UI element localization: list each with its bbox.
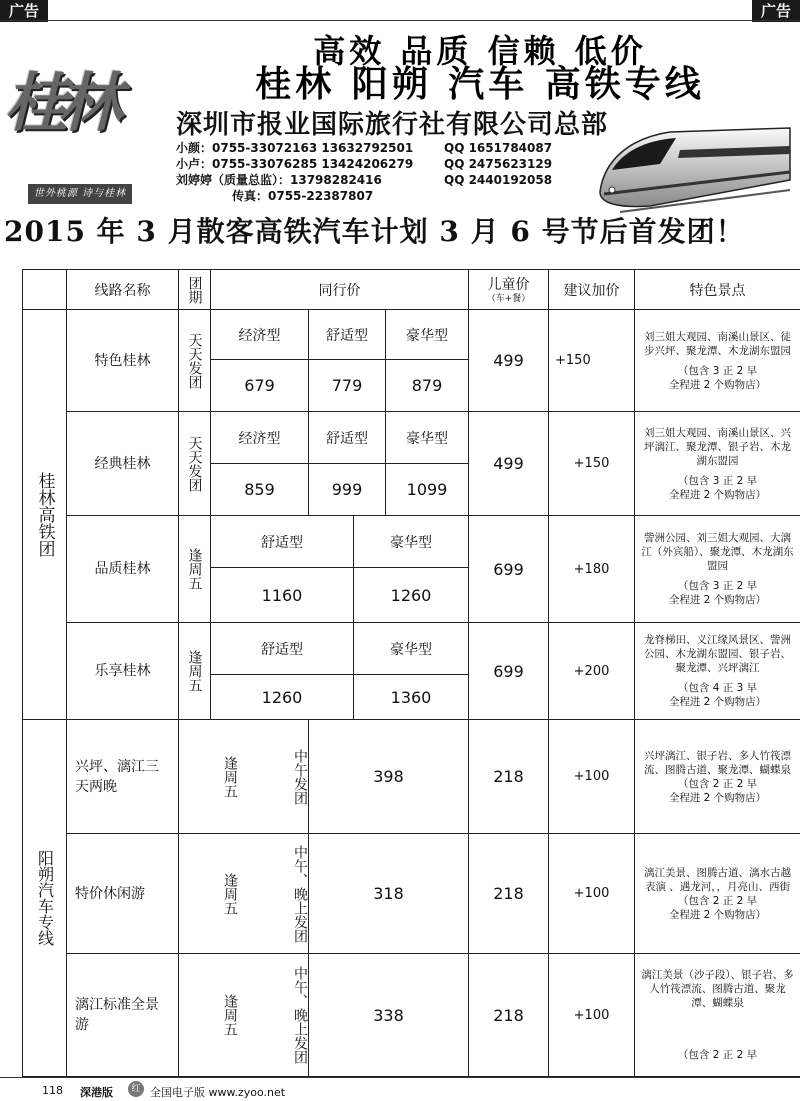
- child-price: 218: [469, 720, 549, 834]
- child-price: 218: [469, 834, 549, 954]
- suggested-markup: +100: [549, 954, 635, 1077]
- table-row: [23, 310, 800, 360]
- price-value: 1360: [354, 675, 469, 720]
- contact-block: [176, 140, 413, 204]
- route-name: 漓江标准全景游: [67, 954, 179, 1077]
- featured-spots: 漓江美景（沙子段）、银子岩、多人竹筏漂流、图腾古道、聚龙潭、蝴蝶泉 （包含 2 正 2 早: [635, 954, 800, 1077]
- route-period: 天天发团: [179, 310, 211, 412]
- route-period: 逢周五 中午、晚上发团: [179, 954, 309, 1077]
- featured-spots: 刘三姐大观园、南溪山景区、兴坪漓江、聚龙潭、银子岩、木龙湖东盟园 （包含 3 正 2 早 全程进 2 个购物店）: [635, 412, 800, 516]
- tier-label: 舒适型: [211, 623, 354, 675]
- table-row: [23, 412, 800, 464]
- company-name: 深圳市报业国际旅行社有限公司总部: [176, 104, 608, 141]
- route-period: 逢周五: [179, 516, 211, 623]
- contact-qq: QQ 1651784087: [444, 140, 552, 156]
- group-label-gaotie: 桂林高铁团: [23, 310, 67, 720]
- route-name: 特色桂林: [67, 310, 179, 412]
- contact-row: [176, 140, 413, 156]
- contact-row: [176, 172, 413, 188]
- page-footer: [0, 1077, 800, 1101]
- header-period: 团期: [179, 270, 211, 310]
- contact-phone: 小卢：0755-33076285 13424206279: [176, 157, 413, 171]
- price-value: 1160: [211, 568, 354, 623]
- header-price: 同行价: [211, 270, 469, 310]
- tier-label: 经济型: [211, 310, 309, 360]
- website-link[interactable]: 全国电子版 www.zyoo.net: [150, 1084, 285, 1100]
- child-price: 499: [469, 412, 549, 516]
- itinerary-table: [22, 269, 800, 1077]
- route-period: 天天发团: [179, 412, 211, 516]
- tier-label: 豪华型: [354, 623, 469, 675]
- price-value: 999: [309, 464, 386, 516]
- route-name: 经典桂林: [67, 412, 179, 516]
- route-period: 逢周五 中午、晚上发团: [179, 834, 309, 954]
- contact-row: [176, 156, 413, 172]
- route-period: 逢周五 中午发团: [179, 720, 309, 834]
- child-price: 218: [469, 954, 549, 1077]
- tier-label: 舒适型: [309, 310, 386, 360]
- contact-qq: QQ 2475623129: [444, 156, 552, 172]
- featured-spots: 兴坪漓江、银子岩、多人竹筏漂流、图腾古道、聚龙潭、蝴蝶泉 （包含 2 正 2 早 全程进 2 个购物店）: [635, 720, 800, 834]
- featured-spots: 漓江美景、图腾古道、漓水古越表演 、遇龙河，，月亮山、西街 （包含 2 正 2 早 全程进 2 个购物店）: [635, 834, 800, 954]
- route-name: 品质桂林: [67, 516, 179, 623]
- contact-phone: 刘婷婷（质量总监）：13798282416: [176, 173, 382, 187]
- contact-qq: QQ 2440192058: [444, 172, 552, 188]
- slogan-line-1: 高效 品质 信赖 低价: [160, 26, 800, 72]
- logo-calligraphy: 桂林: [4, 52, 112, 144]
- price-value: 1260: [354, 568, 469, 623]
- price-value: 679: [211, 360, 309, 412]
- table-row: [23, 623, 800, 675]
- top-rule: [0, 20, 800, 21]
- price-value: 338: [309, 954, 469, 1077]
- group-label-yangshuo: 阳朔汽车专线: [23, 720, 67, 1077]
- child-price: 499: [469, 310, 549, 412]
- child-price: 699: [469, 623, 549, 720]
- table-row: [23, 834, 800, 954]
- route-period: 逢周五: [179, 623, 211, 720]
- headline: 2015 年 3 月散客高铁汽车计划 3 月 6 号节后首发团！: [4, 210, 745, 250]
- tier-label: 经济型: [211, 412, 309, 464]
- price-value: 779: [309, 360, 386, 412]
- price-value: 398: [309, 720, 469, 834]
- price-value: 859: [211, 464, 309, 516]
- table-row: [23, 720, 800, 834]
- tier-label: 舒适型: [211, 516, 354, 568]
- suggested-markup: +180: [549, 516, 635, 623]
- brand-logo: [0, 22, 172, 198]
- header-corner: [23, 270, 67, 310]
- contact-fax: 传真：0755-22387807: [176, 189, 373, 203]
- table-row: [23, 954, 800, 1077]
- table-header-row: [23, 270, 800, 310]
- ad-label-right: 广告: [752, 0, 800, 22]
- logo-tagline: 世外桃源 诗与桂林: [28, 184, 132, 204]
- route-name: 乐享桂林: [67, 623, 179, 720]
- tier-label: 豪华型: [354, 516, 469, 568]
- tier-label: 舒适型: [309, 412, 386, 464]
- header-add: 建议加价: [549, 270, 635, 310]
- header-route: 线路名称: [67, 270, 179, 310]
- slogan-line-2: 桂林 阳朔 汽车 高铁专线: [160, 56, 800, 107]
- edition-badge-icon: 红: [128, 1081, 144, 1097]
- suggested-markup: +100: [549, 834, 635, 954]
- suggested-markup: +100: [549, 720, 635, 834]
- tier-label: 豪华型: [386, 412, 469, 464]
- child-price: 699: [469, 516, 549, 623]
- suggested-markup: +150: [549, 412, 635, 516]
- page-number: 118: [42, 1084, 63, 1097]
- tier-label: 豪华型: [386, 310, 469, 360]
- price-value: 318: [309, 834, 469, 954]
- featured-spots: 龙脊梯田、义江缘风景区、訾洲公园、木龙湖东盟园、银子岩、聚龙潭、兴坪漓江 （包含 4 正 3 早 全程进 2 个购物店）: [635, 623, 800, 720]
- route-name: 兴坪、漓江三天两晚: [67, 720, 179, 834]
- suggested-markup: +150: [549, 310, 635, 412]
- contact-row: [176, 188, 413, 204]
- table-row: [23, 516, 800, 568]
- contact-phone: 小颜：0755-33072163 13632792501: [176, 141, 413, 155]
- ad-label-left: 广告: [0, 0, 48, 22]
- edition-label: 深港版: [80, 1084, 113, 1100]
- route-name: 特价休闲游: [67, 834, 179, 954]
- header-child: 儿童价 （车+餐）: [469, 270, 549, 310]
- header-spots: 特色景点: [635, 270, 800, 310]
- featured-spots: 刘三姐大观园、南溪山景区、徒步兴坪、聚龙潭、木龙湖东盟园 （包含 3 正 2 早 全程进 2 个购物店）: [635, 310, 800, 412]
- suggested-markup: +200: [549, 623, 635, 720]
- price-value: 879: [386, 360, 469, 412]
- train-icon: [590, 120, 795, 220]
- featured-spots: 訾洲公园、刘三姐大观园、大漓江（外宾船）、聚龙潭、木龙湖东盟园 （包含 3 正 2 早 全程进 2 个购物店）: [635, 516, 800, 623]
- price-value: 1099: [386, 464, 469, 516]
- price-value: 1260: [211, 675, 354, 720]
